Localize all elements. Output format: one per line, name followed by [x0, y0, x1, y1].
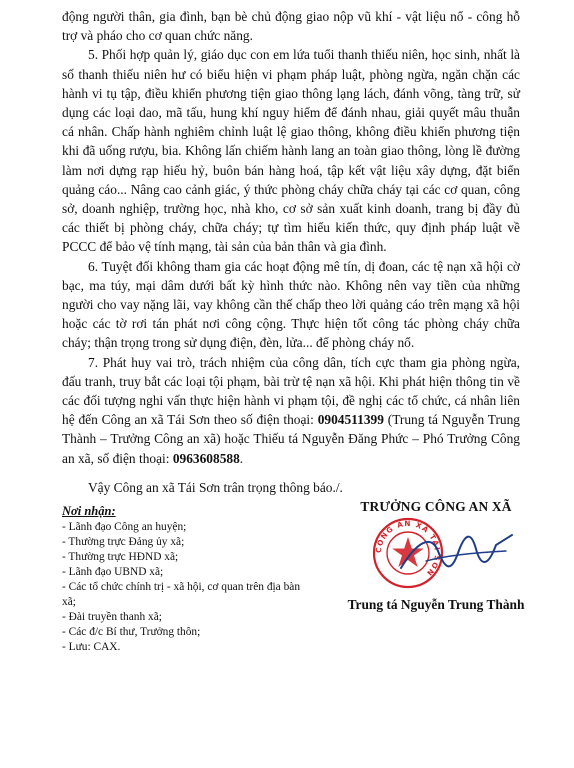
recipient-item: - Các đ/c Bí thư, Trưởng thôn;: [62, 625, 201, 638]
phone-number-1: 0904511399: [317, 412, 384, 428]
paragraph-item-6: 6. Tuyệt đối không tham gia các hoạt động mê tín, dị đoan, các tệ nạn xã hội cờ bạc, ma túy, mại dâm dưới bất kỳ hình thức nào. Không nên vay tiền của những người cho vay nặng lãi, vay không cần thế chấp theo lời quảng cáo trên mạng xã hội hoặc các tờ rơi tán phát nơi công cộng. Thực hiện tốt công tác phòng cháy chữa cháy; thận trọng trong sử dụng điện, đèn, lửa... để phòng cháy nổ.: [62, 258, 520, 351]
paragraph-7-text-c: .: [239, 450, 244, 466]
seal-and-signature: [326, 515, 546, 591]
recipient-item: - Lưu: CAX.: [62, 640, 121, 653]
recipient-item: - Các tổ chức chính trị - xã hội, cơ quan trên địa bàn xã;: [62, 580, 301, 608]
document-body: [62, 7, 520, 468]
closing-line: Vậy Công an xã Tái Sơn trân trọng thông báo./.: [88, 479, 343, 495]
phone-number-2: 0963608588: [172, 450, 240, 466]
handwritten-signature-icon: [396, 523, 516, 583]
signer-title: TRƯỞNG CÔNG AN XÃ: [360, 498, 512, 514]
paragraph-item-5: 5. Phối hợp quản lý, giáo dục con em lứa tuổi thanh thiếu niên, học sinh, nhất là số thanh thiếu niên hư có biểu hiện vi phạm pháp luật, phòng ngừa, ngăn chặn các hành vi tụ tập, điều khiển phương tiện giao thông lạng lách, đánh võng, tàng trữ, sử dụng các loại dao, mã tấu, hung khí nguy hiểm để đánh nhau, giải quyết mâu thuẫn cá nhân. Chấp hành nghiêm chỉnh luật lệ giao thông, không điều khiển phương tiện khi đã uống rượu, bia. Không lấn chiếm hành lang an toàn giao thông, lòng lề đường làm nơi dựng rạp hiếu hỷ, buôn bán hàng hoá, tập kết vật liệu xây dựng, đặt biển quảng cáo... Nâng cao cảnh giác, ý thức phòng cháy chữa cháy tại các cơ quan, công sở, doanh nghiệp, trường học, nhà kho, cơ sở sản xuất kinh doanh, trang bị đầy đủ các thiết bị phòng cháy, chữa cháy; tự tìm hiểu kiến thức, quy định pháp luật về PCCC để bảo vệ tính mạng, tài sản của bản thân và gia đình.: [62, 47, 520, 255]
signature-block: [326, 499, 546, 613]
recipient-item: - Thường trực HĐND xã;: [62, 550, 179, 563]
paragraph-item-7: [62, 353, 520, 468]
seal-text: CÔNG AN XÃ TÁI SƠN: [373, 518, 443, 579]
footer-section: [62, 498, 525, 653]
recipients-list: [62, 503, 312, 655]
recipient-item: - Lãnh đạo UBND xã;: [62, 565, 164, 578]
recipient-item: - Thường trực Đảng ủy xã;: [62, 535, 185, 548]
paragraph-continuation: động người thân, gia đình, bạn bè chủ động giao nộp vũ khí - vật liệu nổ - công hỗ trợ và pháo cho cơ quan chức năng.: [62, 9, 520, 44]
signer-name: Trung tá Nguyễn Trung Thành: [347, 596, 525, 612]
recipient-item: - Lãnh đạo Công an huyện;: [62, 520, 187, 533]
paragraph-7-text-a: 7. Phát huy vai trò, trách nhiệm của công dân, tích cực tham gia phòng ngừa, đấu tranh, truy bắt các loại tội phạm, bài trừ tệ nạn xã hội. Khi phát hiện thông tin về các đối tượng nghi vấn thực hiện hành vi phạm tội, đề nghị các tổ chức, cá nhân liên hệ đến Công an xã Tái Sơn theo số điện thoại:: [62, 354, 520, 428]
recipient-item: - Đài truyền thanh xã;: [62, 610, 162, 623]
recipients-title: Nơi nhận:: [62, 503, 116, 518]
paragraph-7-text-b: (Trung tá Nguyễn Trung Thành – Trưởng Công an xã) hoặc Thiếu tá Nguyễn Đăng Phức – Phó Trưởng Công an xã, số điện thoại:: [62, 412, 520, 466]
